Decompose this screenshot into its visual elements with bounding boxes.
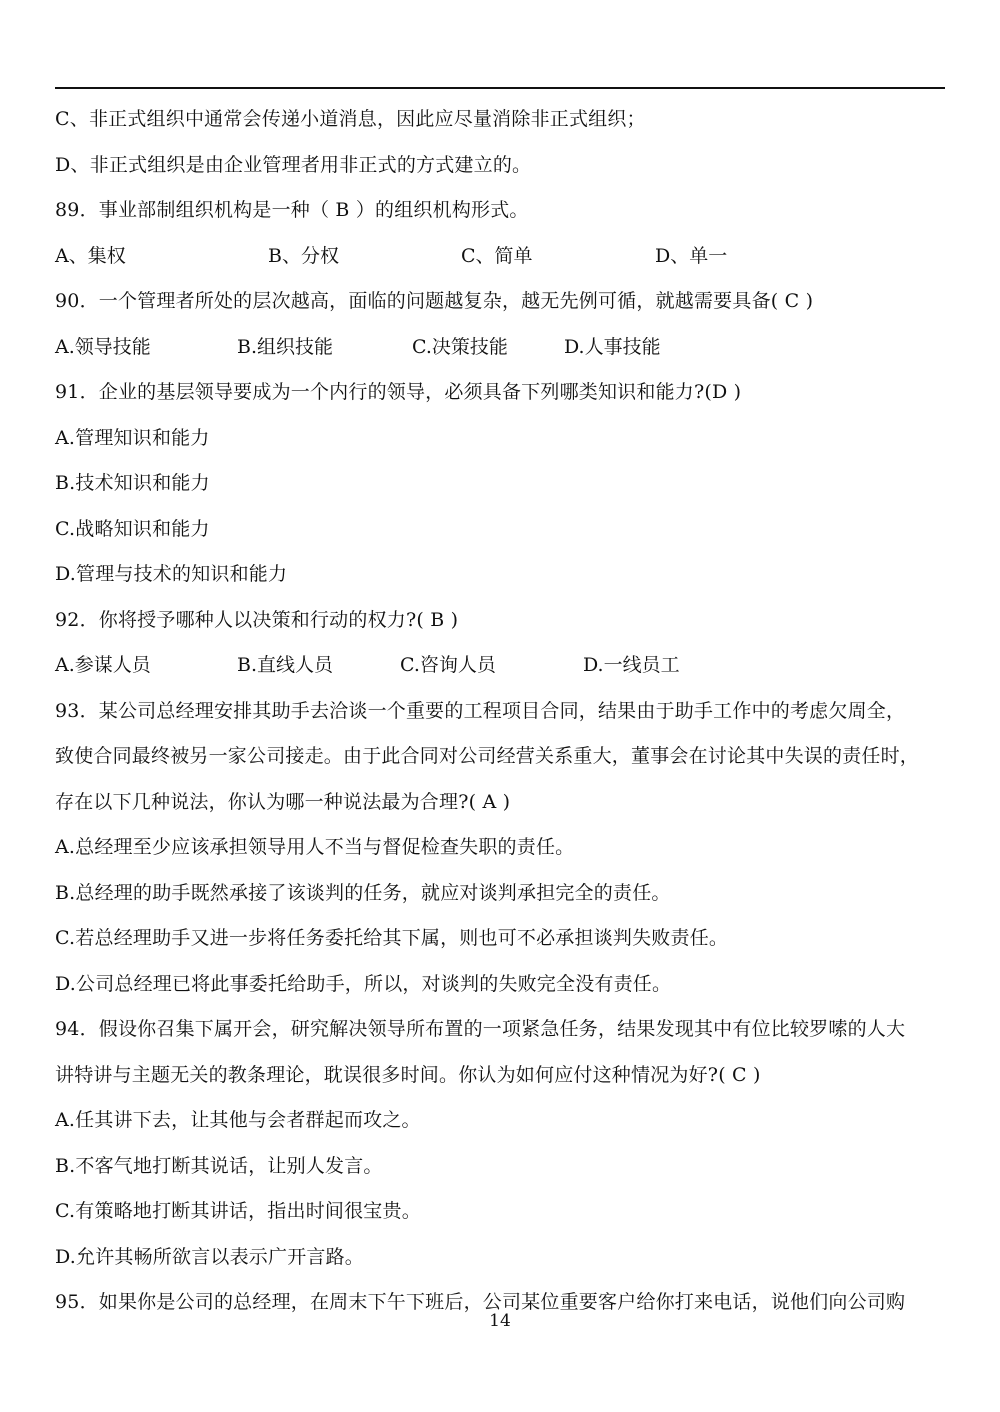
- option-line: A.管理知识和能力: [55, 426, 210, 449]
- option-line: D.管理与技术的知识和能力: [55, 563, 288, 585]
- option-line: D.允许其畅所欲言以表示广开言路。: [55, 1245, 364, 1268]
- question-89: 89．事业部制组织机构是一种（ B ）的组织机构形式。: [55, 199, 529, 221]
- question-93-cont: 致使合同最终被另一家公司接走。由于此合同对公司经营关系重大，董事会在讨论其中失误的责任时，: [55, 745, 920, 767]
- page-content: [55, 97, 947, 1326]
- option-b: B、分权: [268, 244, 339, 267]
- question-94: 94．假设你召集下属开会，研究解决领导所布置的一项紧急任务，结果发现其中有位比较罗嗦的人大: [55, 1018, 906, 1040]
- option-c: C.咨询人员: [400, 654, 496, 676]
- question-90-options: [55, 325, 947, 371]
- option-d: D、单一: [655, 244, 728, 267]
- header-rule: [55, 87, 945, 89]
- option-c: C、简单: [461, 244, 533, 267]
- option-b: B.组织技能: [237, 335, 334, 358]
- option-line: D、非正式组织是由企业管理者用非正式的方式建立的。: [55, 153, 532, 176]
- option-d: D.一线员工: [583, 654, 680, 676]
- option-line: B.不客气地打断其说话，让别人发言。: [55, 1154, 383, 1177]
- option-d: D.人事技能: [564, 335, 661, 358]
- question-93-cont: 存在以下几种说法，你认为哪一种说法最为合理?( A ): [55, 790, 511, 813]
- question-93: 93．某公司总经理安排其助手去洽谈一个重要的工程项目合同，结果由于助手工作中的考虑欠周全，: [55, 699, 906, 722]
- question-92-options: [55, 643, 947, 689]
- question-91: 91．企业的基层领导要成为一个内行的领导，必须具备下列哪类知识和能力?(D ): [55, 381, 742, 403]
- option-line: B.技术知识和能力: [55, 472, 210, 494]
- option-line: D.公司总经理已将此事委托给助手，所以，对谈判的失败完全没有责任。: [55, 972, 672, 995]
- option-a: A.领导技能: [55, 335, 151, 358]
- option-c: C.决策技能: [412, 335, 508, 358]
- question-89-options: [55, 234, 947, 280]
- option-line: A.任其讲下去，让其他与会者群起而攻之。: [55, 1109, 421, 1131]
- option-line: C.有策略地打断其讲话，指出时间很宝贵。: [55, 1200, 421, 1222]
- option-line: C.若总经理助手又进一步将任务委托给其下属，则也可不必承担谈判失败责任。: [55, 927, 729, 949]
- question-90: 90．一个管理者所处的层次越高，面临的问题越复杂，越无先例可循，就越需要具备( C ): [55, 290, 814, 312]
- option-b: B.直线人员: [237, 654, 334, 676]
- option-line: C.战略知识和能力: [55, 517, 210, 540]
- option-a: A、集权: [55, 244, 126, 267]
- option-a: A.参谋人员: [55, 654, 151, 676]
- option-line: C、非正式组织中通常会传递小道消息，因此应尽量消除非正式组织；: [55, 108, 646, 130]
- option-line: A.总经理至少应该承担领导用人不当与督促检查失职的责任。: [55, 836, 575, 858]
- question-95: 95．如果你是公司的总经理，在周末下午下班后，公司某位重要客户给你打来电话，说他们向公司购: [55, 1291, 906, 1313]
- option-line: B.总经理的助手既然承接了该谈判的任务，就应对谈判承担完全的责任。: [55, 881, 671, 904]
- question-92: 92．你将授予哪种人以决策和行动的权力?( B ): [55, 608, 459, 631]
- question-94-cont: 讲特讲与主题无关的教条理论，耽误很多时间。你认为如何应付这种情况为好?( C ): [55, 1063, 761, 1086]
- page-number: 14: [489, 1311, 511, 1331]
